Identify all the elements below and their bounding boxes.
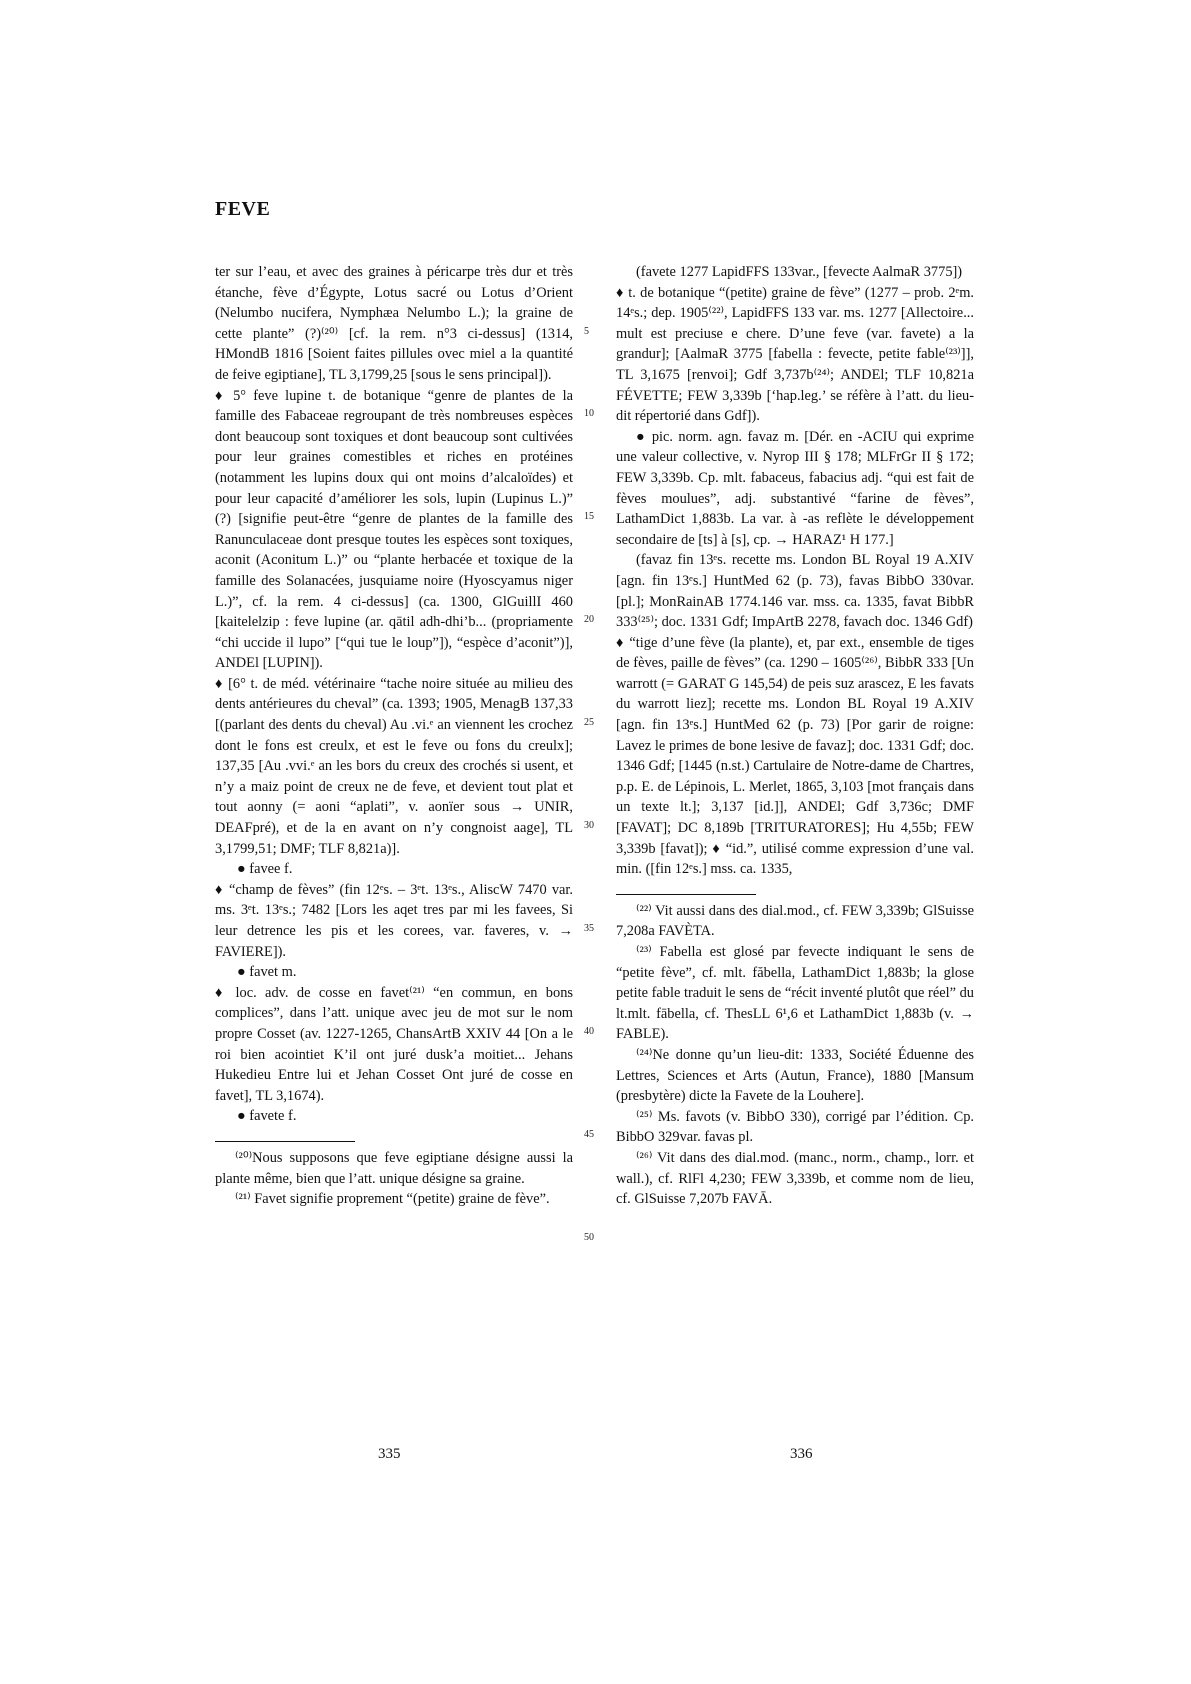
page-number-right: 336	[790, 1446, 813, 1462]
footnote-23: ⁽²³⁾ Fabella est glosé par fevecte indiquant le sens de “petite fève”, cf. mlt. făbella, LathamDict 1,883b; la glose petite fable traduit le sens de “récit inventé plutôt que réel” du lt.mlt. fābella, cf. ThesLL 6¹,6 et LathamDict 1,883b (v. → FABLE).	[616, 944, 974, 1043]
paragraph: ♦ [6° t. de méd. vétérinaire “tache noire située au milieu des dents antérieures du cheval” (ca. 1393; 1905, MenagB 137,33 [(parlant des dents du cheval) Au .vi.ᵉ an viennent les crochez dont le fons est creulx, et est le feve ou fons du creulx]; 137,35 [Au .vvi.ᵉ an les bors du creux des crochés si usent, et n’y a maiz point de creux ne de feve, et devient tout plat et tout aonny (= aoni “aplati”, v. aonïer sous → UNIR, DEAFpré), et de la en avant on n’y congnoist aage], TL 3,1799,51; DMF; TLF 8,821a)].	[215, 675, 573, 857]
paragraph: (favaz fin 13ᵉs. recette ms. London BL Royal 19 A.XIV [agn. fin 13ᵉs.] HuntMed 62 (p. 73), favas BibbO 330var. [pl.]; MonRainAB 1774.146 var. mss. ca. 1335, favat BibbR 333⁽²⁵⁾; doc. 1331 Gdf; ImpArtB 2278, favach doc. 1346 Gdf)	[616, 552, 974, 631]
line-number: 45	[584, 1129, 594, 1140]
entry-header: FEVE	[215, 198, 271, 220]
line-number: 25	[584, 717, 594, 728]
footnote-divider	[215, 1141, 355, 1142]
footnote-25: ⁽²⁵⁾ Ms. favots (v. BibbO 330), corrigé par l’édition. Cp. BibbO 329var. favas pl.	[616, 1108, 974, 1146]
line-number: 50	[584, 1232, 594, 1243]
line-number: 30	[584, 820, 594, 831]
subentry-favet: ● favet m.	[237, 964, 297, 981]
footnote-21: ⁽²¹⁾ Favet signifie proprement “(petite) graine de fève”.	[235, 1191, 550, 1208]
page-number-left: 335	[378, 1446, 401, 1462]
line-number: 5	[584, 326, 589, 337]
line-number: 40	[584, 1026, 594, 1037]
paragraph: ♦ 5° feve lupine t. de botanique “genre de plantes de la famille des Fabaceae regroupant de très nombreuses espèces dont beaucoup sont toxiques et dont beaucoup sont cultivées pour leur graines comestibles et riches en protéines (notamment les lupins doux qui ont moins d’alcaloïdes) et pour leur capacité d’améliorer les sols, lupin (Lupinus L.)” (?) [signifie peut-être “genre de plantes de la famille des Ranunculaceae dont presque toutes les espèces sont toxiques, aconit (Aconitum L.)” ou “plante herbacée et toxique de la famille des Solanacées, jusquiame noire (Hyoscyamus niger L.)”, cf. la rem. 4 ci-dessus] (ca. 1300, GlGuillI 460 [kaitelelzip : feve lupine (ar. qātil adh-dhi’b... (propriamente “chi uccide il lupo” [“qui tue le loup”]), “espèce d’aconit”)], ANDEl [LUPIN]).	[215, 387, 573, 672]
paragraph: (favete 1277 LapidFFS 133var., [fevecte AalmaR 3775])	[636, 264, 963, 280]
paragraph: ter sur l’eau, et avec des graines à péricarpe très dur et très étanche, fève d’Égypte, Lotus sacré ou Lotus d’Orient (Nelumbo nucifera, Nymphæa Nelumbo L.); la graine de cette plante” (?)⁽²⁰⁾ [cf. la rem. n°3 ci-dessus] (1314, HMondB 1816 [Soient faites pillules ovec miel a la quantité de feive egiptiane], TL 3,1799,25 [sous le sens principal]).	[215, 264, 573, 383]
line-number: 15	[584, 511, 594, 522]
subentry-favaz: ● pic. norm. agn. favaz m. [Dér. en -ACIU qui exprime une valeur collective, v. Nyrop III § 178; MLFrGr II § 172; FEW 3,339b. Cp. mlt. fabaceus, fabacius adj. “qui est fait de fèves moulues”, adj. substantivé “farine de fèves”, LathamDict 1,883b. La var. à -as reflète le développement secondaire de [ts] à [s], cp. → HARAZ¹ H 177.]	[616, 428, 974, 548]
footnote-24: ⁽²⁴⁾Ne donne qu’un lieu-dit: 1333, Société Éduenne des Lettres, Sciences et Arts (Autun, France), 1880 [Mansum (presbytère) dicte la Favete de la Louhere].	[616, 1046, 974, 1105]
right-column	[616, 262, 974, 1210]
paragraph: ♦ loc. adv. de cosse en favet⁽²¹⁾ “en commun, en bons complices”, dans l’att. unique avec jeu de mot sur le nom propre Cosset (av. 1227-1265, ChansArtB XXIV 44 [On a le roi bien acointiet K’il ont juré dusk’a moitiet... Jehans Hukedieu Entre lui et Jehan Cosset Ont juré de cosse en favet], TL 3,1674).	[215, 984, 573, 1104]
line-number: 20	[584, 614, 594, 625]
left-column	[215, 262, 573, 1210]
paragraph: ♦ “tige d’une fève (la plante), et, par ext., ensemble de tiges de fèves, paille de fèves” (ca. 1290 – 1605⁽²⁶⁾, BibbR 333 [Un warrott (= GARAT G 145,54) de peis suz arascez, E les favats du warrott liez]; recette ms. London BL Royal 19 A.XIV [agn. fin 13ᵉs.] HuntMed 62 (p. 73) [Por garir de roigne: Lavez le primes de bone lesive de favaz]; doc. 1331 Gdf; doc. 1346 Gdf; [1445 (n.st.) Cartulaire de Notre-dame de Chartres, p.p. E. de Lépinois, L. Merlet, 1865, 3,103 [mot français dans un texte lt.]; 3,137 [id.]], ANDEl; Gdf 3,736c; DMF [FAVAT]; DC 8,189b [TRITURATORES]; Hu 4,55b; FEW 3,339b [favat]); ♦ “id.”, utilisé comme expression d’une val. min. ([fin 12ᵉs.] mss. ca. 1335,	[616, 634, 974, 878]
subentry-favee: ● favee f.	[237, 861, 293, 878]
footnote-divider	[616, 894, 756, 895]
paragraph: ♦ “champ de fèves” (fin 12ᵉs. – 3ᵉt. 13ᵉs., AliscW 7470 var. ms. 3ᵉt. 13ᵉs.; 7482 [Lors les aqet tres par mi les favees, Si leur detrence les pis et les corees, var. faveres, v. → FAVIERE]).	[215, 881, 573, 960]
footnote-20: ⁽²⁰⁾Nous supposons que feve egiptiane désigne aussi la plante même, bien que l’att. unique désigne sa graine.	[215, 1149, 573, 1187]
line-number: 10	[584, 408, 594, 419]
line-number: 35	[584, 923, 594, 934]
footnote-26: ⁽²⁶⁾ Vit dans des dial.mod. (manc., norm., champ., lorr. et wall.), cf. RlFl 4,230; FEW 3,339b, et comme nom de lieu, cf. GlSuisse 7,207b FAVĀ.	[616, 1149, 974, 1208]
footnote-22: ⁽²²⁾ Vit aussi dans des dial.mod., cf. FEW 3,339b; GlSuisse 7,208a FAVÈTA.	[616, 902, 974, 940]
paragraph: ♦ t. de botanique “(petite) graine de fève” (1277 – prob. 2ᵉm. 14ᵉs.; dep. 1905⁽²²⁾, LapidFFS 133 var. ms. 1277 [Allectoire... mult est preciuse e chere. D’une feve (var. favete) a la grandur]; [AalmaR 3775 [fabella : fevecte, petite fable⁽²³⁾]], TL 3,1675 [renvoi]; Gdf 3,737b⁽²⁴⁾; ANDEl; TLF 10,821a FÉVETTE; FEW 3,339b [‘hap.leg.’ se réfère à l’att. du lieu-dit répertorié dans Gdf]).	[616, 284, 974, 425]
subentry-favete: ● favete f.	[237, 1108, 297, 1125]
